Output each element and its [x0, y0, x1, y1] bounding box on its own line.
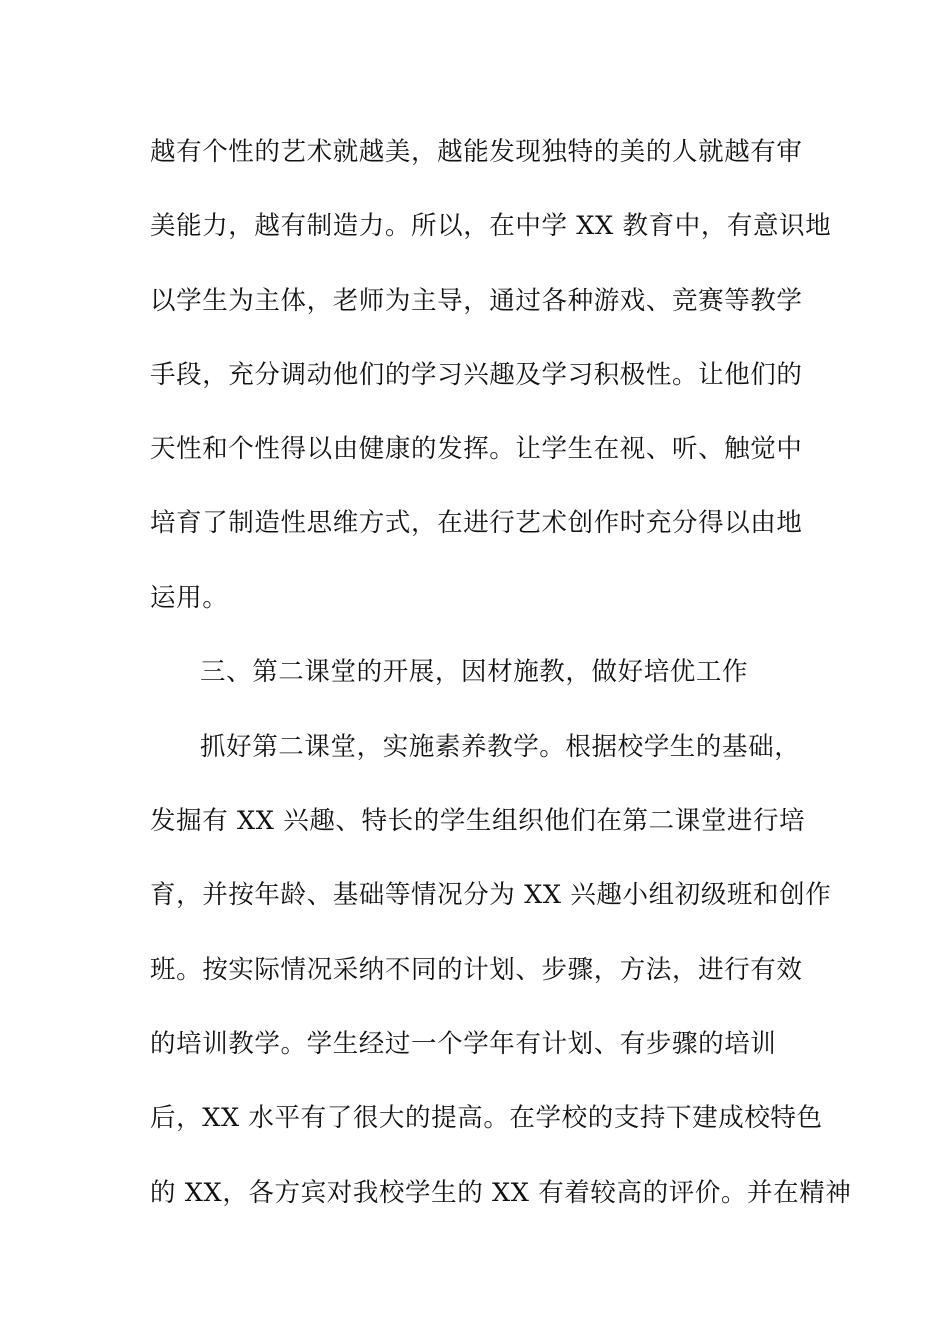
text-line: 运用。 [150, 583, 229, 613]
text-line: 发掘有 XX 兴趣、特长的学生组织他们在第二课堂进行培 [150, 806, 806, 836]
text-line: 美能力，越有制造力。所以，在中学 XX 教育中，有意识地 [150, 211, 832, 241]
paragraph-first-line: 抓好第二课堂，实施素养教学。根据校学生的基础， [200, 732, 801, 762]
text-line: 以学生为主体，老师为主导，通过各种游戏、竞赛等教学 [150, 286, 803, 316]
text-line: 班。按实际情况采纳不同的计划、步骤，方法，进行有效 [150, 955, 803, 985]
text-line: 后，XX 水平有了很大的提高。在学校的支持下建成校特色 [150, 1103, 823, 1133]
text-line: 手段，充分调动他们的学习兴趣及学习积极性。让他们的 [150, 360, 803, 390]
text-line: 培育了制造性思维方式，在进行艺术创作时充分得以由地 [150, 508, 803, 538]
section-heading: 三、第二课堂的开展，因材施教，做好培优工作 [200, 657, 749, 687]
text-line: 育，并按年龄、基础等情况分为 XX 兴趣小组初级班和创作 [150, 880, 832, 910]
text-line: 的 XX，各方宾对我校学生的 XX 有着较高的评价。并在精神 [150, 1178, 852, 1208]
text-line: 的培训教学。学生经过一个学年有计划、有步骤的培训 [150, 1029, 777, 1059]
text-line: 越有个性的艺术就越美，越能发现独特的美的人就越有审 [150, 137, 803, 167]
text-line: 天性和个性得以由健康的发挥。让学生在视、听、触觉中 [150, 434, 803, 464]
